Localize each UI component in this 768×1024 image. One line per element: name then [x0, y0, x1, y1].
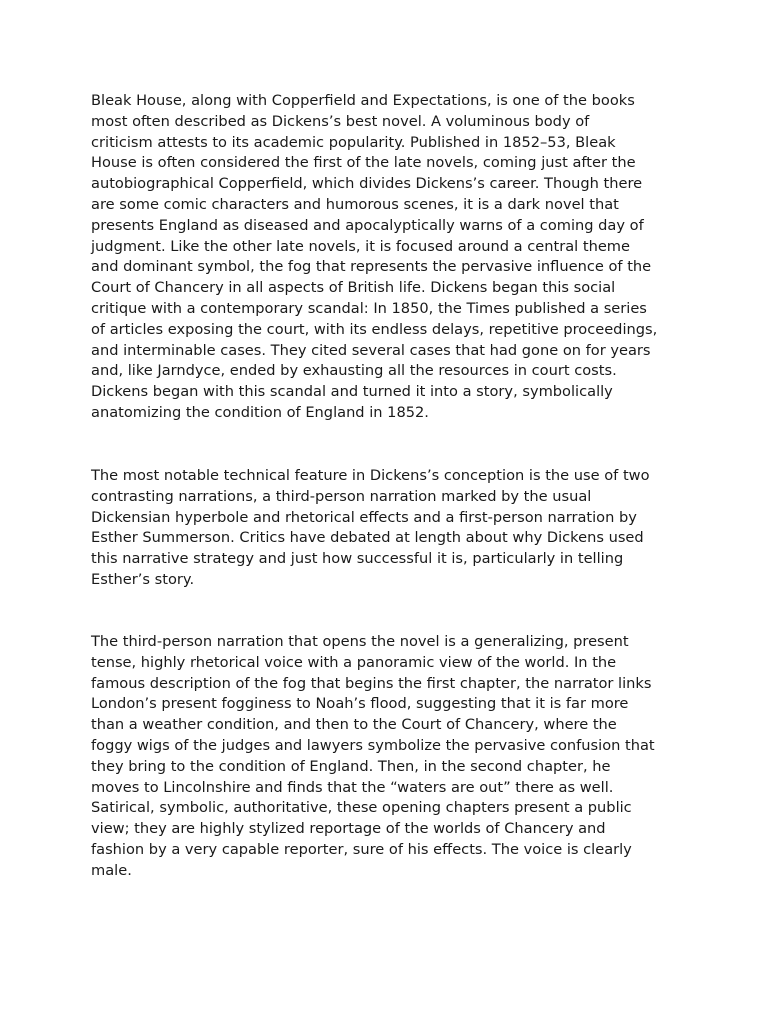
paragraph-2: The most notable technical feature in Dickens’s conception is the use of two contrasting narrations, a third-person narration marked by the usual Dickensian hyperbole and rhetorical effects and a first-person narration by Esther Summerson. Critics have debated at length about why Dickens used this narrative strategy and just how successful it is, particularly in telling Esther’s story. — [91, 467, 650, 588]
paragraph-1: Bleak House, along with Copperfield and Expectations, is one of the books most often described as Dickens’s best novel. A voluminous body of criticism attests to its academic popularity. Published in 1852–53, Bleak House is often considered the first of the late novels, coming just after the autobiographical Copperfield, which divides Dickens’s career. Though there are some comic characters and humorous scenes, it is a dark novel that presents England as diseased and apocalyptically warns of a coming day of judgment. Like the other late novels, it is focused around a central theme and dominant symbol, the fog that represents the pervasive influence of the Court of Chancery in all aspects of British life. Dickens began this social critique with a contemporary scandal: In 1850, the Times published a series of articles exposing the court, with its endless delays, repetitive proceedings, and interminable cases. They cited several cases that had gone on for years and, like Jarndyce, ended by exhausting all the resources in court costs. Dickens began with this scandal and turned it into a story, symbolically anatomizing the condition of England in 1852. — [91, 92, 658, 421]
paragraph-3: The third-person narration that opens the novel is a generalizing, present tense, highly rhetorical voice with a panoramic view of the world. In the famous description of the fog that begins the first chapter, the narrator links London’s present fogginess to Noah’s flood, suggesting that it is far more than a weather condition, and then to the Court of Chancery, where the foggy wigs of the judges and lawyers symbolize the pervasive confusion that they bring to the condition of England. Then, in the second chapter, he moves to Lincolnshire and finds that the “waters are out” there as well. Satirical, symbolic, authoritative, these opening chapters present a public view; they are highly stylized reportage of the worlds of Chancery and fashion by a very capable reporter, sure of his effects. The voice is clearly male. — [91, 633, 655, 879]
